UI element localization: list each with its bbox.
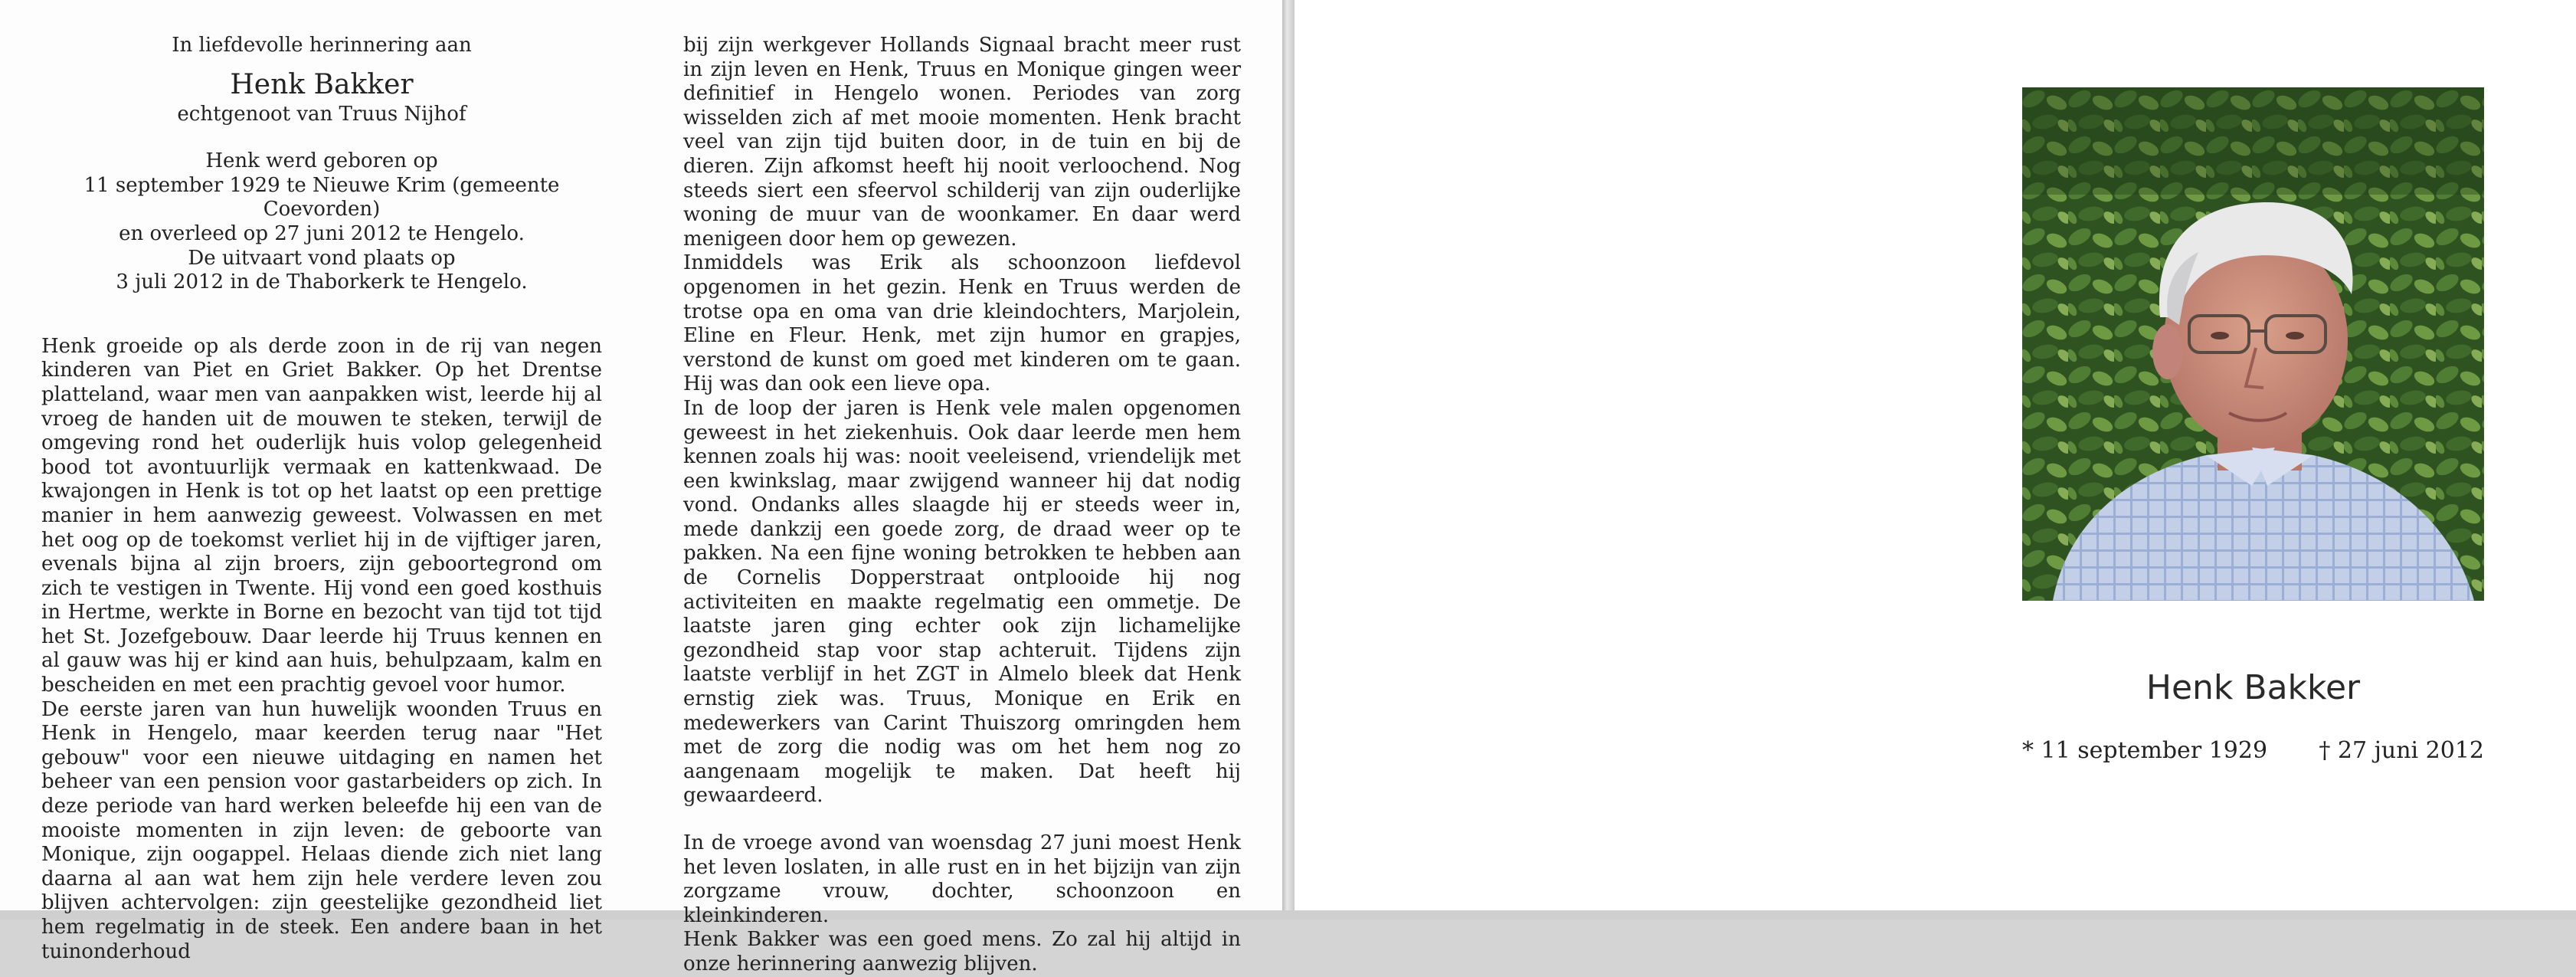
card-fold xyxy=(1282,0,1295,920)
birth-date: * 11 september 1929 xyxy=(2022,737,2268,764)
birth-line: De uitvaart vond plaats op xyxy=(188,246,456,270)
life-dates xyxy=(2022,737,2484,764)
birth-line: Henk werd geboren op xyxy=(205,149,438,173)
biography-paragraph: bij zijn werkgever Hollands Signaal bracht meer rust in zijn leven en Henk, Truus en Monique gingen weer definitief in Hengelo wonen. Periodes van zorg wisselden zich af met mooie momenten. Henk bracht veel van zijn tijd buiten door, in de tuin en bij de dieren. Zijn afkomst heeft hij nooit verloochend. Nog steeds siert een sfeervol schilderij van zijn ouderlijke woning de muur van de woonkamer. En daar werd menigeen door hem op gewezen. xyxy=(683,34,1241,251)
death-date: † 27 juni 2012 xyxy=(2319,737,2484,764)
spouse-line: echtgenoot van Truus Nijhof xyxy=(177,102,466,126)
biography-paragraph: Henk Bakker was een goed mens. Zo zal hij altijd in onze herinnering aanwezig blijven. xyxy=(683,928,1241,975)
deceased-name-heading: Henk Bakker xyxy=(230,68,414,100)
biography-paragraph: Inmiddels was Erik als schoonzoon liefdevol opgenomen in het gezin. Henk en Truus werden de trotse opa en oma van drie kleindochters, Marjolein, Eline en Fleur. Henk, met zijn humor en grapjes, verstond de kunst om goed met kinderen om te gaan. Hij was dan ook een lieve opa. xyxy=(683,251,1241,396)
biography-paragraph: In de vroege avond van woensdag 27 juni moest Henk het leven loslaten, in alle rust en in het bijzijn van zijn zorgzame vrouw, dochter, schoonzoon en kleinkinderen. xyxy=(683,831,1241,927)
intro-line: In liefdevolle herinnering aan xyxy=(172,34,472,57)
biography-paragraph: Henk groeide op als derde zoon in de rij van negen kinderen van Piet en Griet Bakker. Op het Drentse platteland, waar men van aanpakken wist, leerde hij al vroeg de handen uit de mouwen te steken, terwijl de omgeving rond het ouderlijk huis volop gelegenheid bood tot avontuurlijk vermaak en kattenkwaad. De kwajongen in Henk is tot op het laatst op een prettige manier in hem aanwezig geweest. Volwassen en met het oog op de toekomst verliet hij in de vijftiger jaren, evenals bijna al zijn broers, zijn geboortegrond om zich te vestigen in Twente. Hij vond een goed kosthuis in Hertme, werkte in Borne en bezocht van tijd tot tijd het St. Jozefgebouw. Daar leerde hij Truus kennen en al gauw was hij er kind aan huis, behulpzaam, kalm en bescheiden en met een prachtig gevoel voor humor. xyxy=(41,334,602,697)
birth-details xyxy=(41,149,602,295)
birth-line: en overleed op 27 juni 2012 te Hengelo. xyxy=(119,221,525,245)
middle-text-column xyxy=(683,34,1241,977)
birth-line: 11 september 1929 te Nieuwe Krim (gemeente Coevorden) xyxy=(83,173,560,221)
biography-paragraph: In de loop der jaren is Henk vele malen opgenomen geweest in het ziekenhuis. Ook daar leerde men hem kennen zoals hij was: nooit veeleisend, vriendelijk met een kwinkslag, maar zwijgend wanneer hij dat nodig vond. Ondanks alles slaagde hij er steeds weer in, mede dankzij een goede zorg, de draad weer op te pakken. Na een fijne woning betrokken te hebben aan de Cornelis Dopperstraat ontplooide hij nog activiteiten en maakte regelmatig een ommetje. De laatste jaren ging echter ook zijn lichamelijke gezondheid stap voor stap achteruit. Tijdens zijn laatste verblijf in het ZGT in Almelo bleek dat Henk ernstig ziek was. Truus, Monique en Erik en medewerkers van Carint Thuiszorg omringden hem met de zorg die nodig was om het hem nog zo aangenaam mogelijk te maken. Dat heeft hij gewaardeerd. xyxy=(683,396,1241,808)
birth-line: 3 juli 2012 in de Thaborkerk te Hengelo. xyxy=(116,270,528,294)
left-text-column xyxy=(41,34,602,964)
right-name: Henk Bakker xyxy=(2146,668,2361,707)
biography-paragraph: De eerste jaren van hun huwelijk woonden Truus en Henk in Hengelo, maar keerden terug naar "Het gebouw" voor een nieuwe uitdaging en namen het beheer van een pension voor gastarbeiders op zich. In deze periode van hard werken beleefde hij een van de mooiste momenten in zijn leven: de geboorte van Monique, zijn oogappel. Helaas diende zich niet lang daarna al aan wat hem zijn hele verdere leven zou blijven achtervolgen: zijn geestelijke gezondheid liet hem regelmatig in de steek. Een andere baan in het tuinonderhoud xyxy=(41,697,602,963)
portrait-photo xyxy=(2022,87,2484,601)
